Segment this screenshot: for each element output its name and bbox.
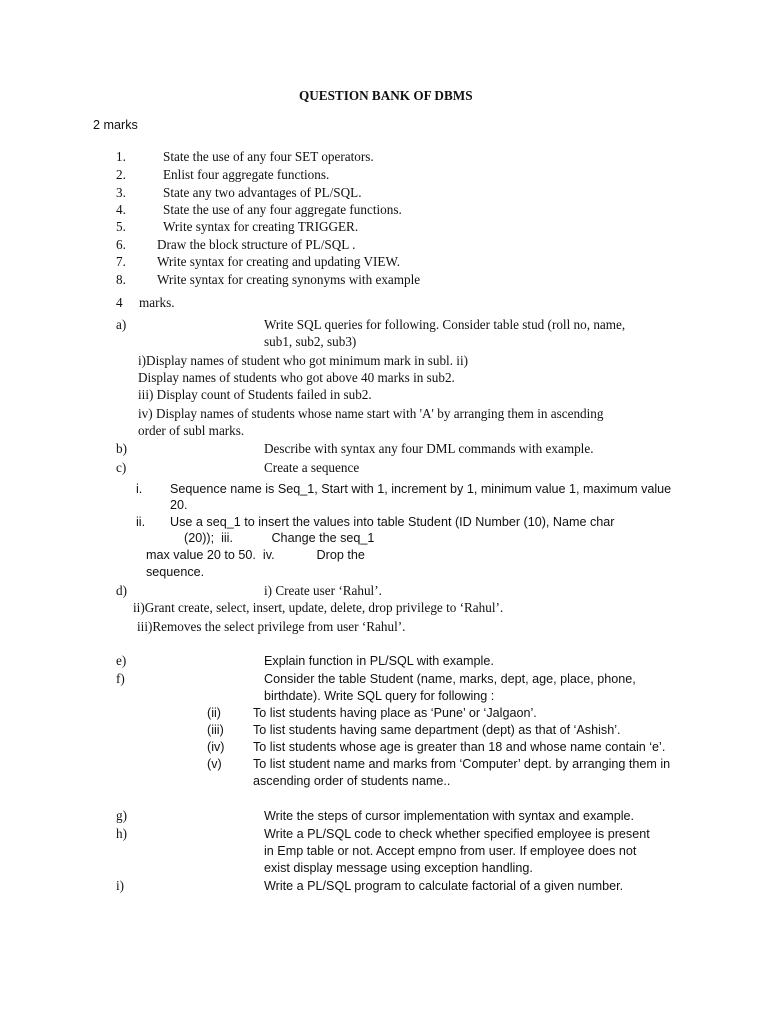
question-label: e) <box>116 653 127 668</box>
question-text: in Emp table or not. Accept empno from user. If employee does not <box>264 844 637 858</box>
list-item: Enlist four aggregate functions. <box>163 167 330 182</box>
list-item-number: 6. <box>116 237 126 252</box>
sub-question: (20)); iii. Change the seq_1 <box>184 531 375 545</box>
question-label: i) <box>116 878 125 893</box>
sub-question: To list students whose age is greater than 18 and whose name contain ‘e’. <box>253 740 666 754</box>
list-item-number: 3. <box>116 185 126 200</box>
list-item: Write syntax for creating synonyms with example <box>157 272 421 287</box>
sub-question-number: (v) <box>207 757 222 771</box>
sub-question: To list students having place as ‘Pune’ or ‘Jalgaon’. <box>253 706 537 720</box>
sub-question-number: ii. <box>136 515 146 529</box>
question-label: a) <box>116 317 127 332</box>
list-item: State the use of any four SET operators. <box>163 149 374 164</box>
question-text: Create a sequence <box>264 460 360 475</box>
question-label: h) <box>116 826 127 841</box>
list-item-number: 7. <box>116 254 126 269</box>
question-label: b) <box>116 441 127 456</box>
sub-question: iv) Display names of students whose name start with 'A' by arranging them in ascending <box>138 406 604 421</box>
question-text: Consider the table Student (name, marks, dept, age, place, phone, <box>264 672 636 686</box>
sub-question: 20. <box>170 498 188 512</box>
sub-question: To list student name and marks from ‘Computer’ dept. by arranging them in <box>253 757 671 771</box>
question-label: f) <box>116 671 125 686</box>
sub-question: sequence. <box>146 565 205 579</box>
sub-question: max value 20 to 50. iv. Drop the <box>146 548 365 562</box>
question-label: c) <box>116 460 127 475</box>
question-text: Write SQL queries for following. Consider table stud (roll no, name, <box>264 317 626 332</box>
question-label: g) <box>116 808 127 823</box>
list-item: State the use of any four aggregate functions. <box>163 202 402 217</box>
question-text: Describe with syntax any four DML commands with example. <box>264 441 594 456</box>
list-item-number: 4. <box>116 202 126 217</box>
section-heading-4-marks: marks. <box>139 295 175 310</box>
sub-question: To list students having same department (dept) as that of ‘Ashish’. <box>253 723 621 737</box>
list-item: Draw the block structure of PL/SQL . <box>157 237 356 252</box>
sub-question: Display names of students who got above 40 marks in sub2. <box>138 370 455 385</box>
sub-question: i)Display names of student who got minimum mark in subl. ii) <box>138 353 469 368</box>
list-item: State any two advantages of PL/SQL. <box>163 185 362 200</box>
list-item-number: 1. <box>116 149 126 164</box>
question-text: Explain function in PL/SQL with example. <box>264 654 494 668</box>
sub-question-number: (ii) <box>207 706 221 720</box>
sub-question: Sequence name is Seq_1, Start with 1, increment by 1, minimum value 1, maximum value <box>170 482 672 496</box>
list-item: Write syntax for creating and updating VIEW. <box>157 254 401 269</box>
document-title: QUESTION BANK OF DBMS <box>299 88 473 103</box>
question-label: d) <box>116 583 127 598</box>
sub-question-number: i. <box>136 482 143 496</box>
sub-question: ascending order of students name.. <box>253 774 451 788</box>
sub-question: order of subl marks. <box>138 423 245 438</box>
sub-question: ii)Grant create, select, insert, update, delete, drop privilege to ‘Rahul’. <box>133 600 504 615</box>
sub-question: iii) Display count of Students failed in sub2. <box>138 387 372 402</box>
section-heading-number: 4 <box>116 295 123 310</box>
question-text: birthdate). Write SQL query for following : <box>264 689 495 703</box>
section-heading-2-marks: 2 marks <box>93 118 138 132</box>
question-text: Write a PL/SQL code to check whether specified employee is present <box>264 827 650 841</box>
list-item-number: 2. <box>116 167 126 182</box>
list-item: Write syntax for creating TRIGGER. <box>163 219 359 234</box>
sub-question: iii)Removes the select privilege from user ‘Rahul’. <box>137 619 406 634</box>
question-text: exist display message using exception handling. <box>264 861 533 875</box>
question-text: Write the steps of cursor implementation with syntax and example. <box>264 809 635 823</box>
sub-question: Use a seq_1 to insert the values into table Student (ID Number (10), Name char <box>170 515 615 529</box>
sub-question-number: (iii) <box>207 723 224 737</box>
sub-question-number: (iv) <box>207 740 225 754</box>
question-text: i) Create user ‘Rahul’. <box>264 583 382 598</box>
question-text: Write a PL/SQL program to calculate factorial of a given number. <box>264 879 624 893</box>
list-item-number: 5. <box>116 219 126 234</box>
question-text: sub1, sub2, sub3) <box>264 334 357 349</box>
list-item-number: 8. <box>116 272 126 287</box>
